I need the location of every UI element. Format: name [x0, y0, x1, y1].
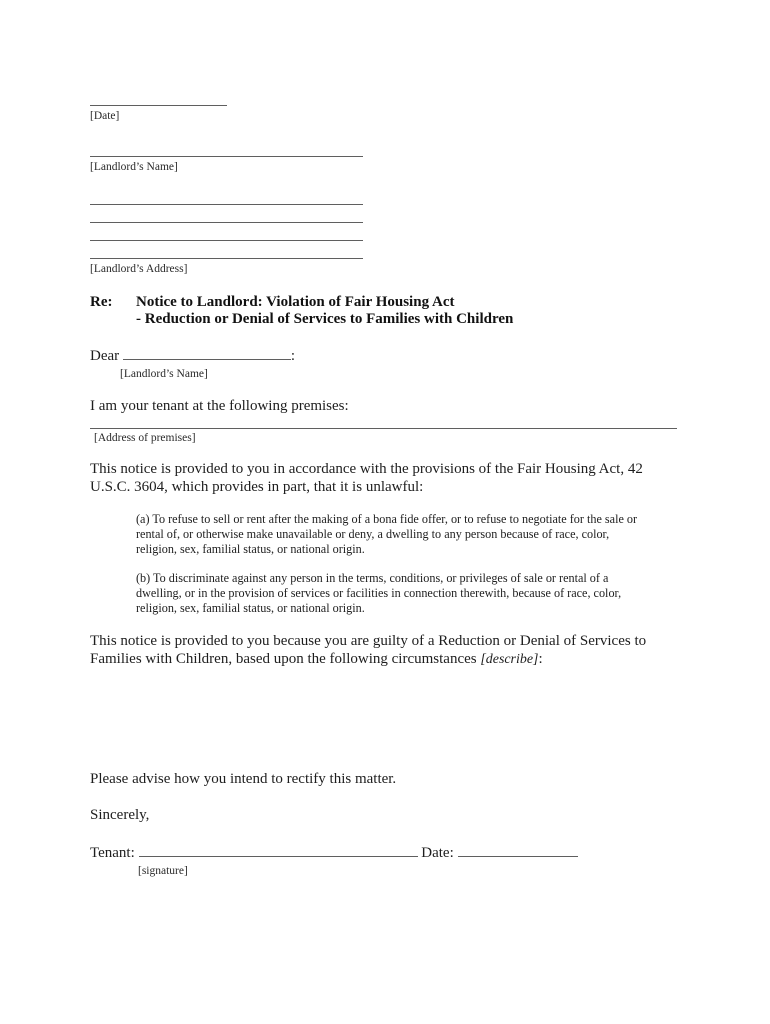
premises-intro: I am your tenant at the following premises: [90, 397, 349, 414]
statute-clause-a-line: rental of, or otherwise make unavailable or deny, a dwelling to any person because of race, color, [136, 527, 610, 541]
subject-line-1: Notice to Landlord: Violation of Fair Housing Act [136, 294, 455, 310]
salutation-colon: : [290, 348, 296, 364]
body-paragraph-2 [90, 633, 677, 668]
landlord-address-blank-line [90, 222, 363, 223]
body-paragraph-1-line: This notice is provided to you in accordance with the provisions of the Fair Housing Act, 42 [90, 461, 643, 477]
landlord-name-placeholder-label: [Landlord’s Name] [90, 161, 178, 173]
salutation-line [90, 345, 677, 366]
statute-clause-a [136, 512, 677, 557]
salutation-placeholder-label: [Landlord’s Name] [120, 367, 208, 380]
body-paragraph-1-line: U.S.C. 3604, which provides in part, that it is unlawful: [90, 478, 424, 495]
signature-placeholder-label: [signature] [138, 864, 188, 877]
body-paragraph-2-line-2 [90, 651, 677, 669]
statute-clause-a-line: religion, sex, familial status, or national origin. [136, 542, 365, 556]
subject-prefix: Re: [90, 294, 113, 310]
subject-block [90, 294, 677, 328]
signature-row [90, 842, 677, 863]
salutation-blank-line [123, 345, 291, 360]
landlord-address-blank-line [90, 204, 363, 205]
sincerely-line: Sincerely, [90, 806, 150, 823]
rectify-request-line: Please advise how you intend to rectify this matter. [90, 771, 397, 787]
date-blank-line [90, 105, 227, 106]
statute-clause-a-line: (a) To refuse to sell or rent after the making of a bona fide offer, or to refuse to negotiate for the sale or [136, 512, 638, 526]
tenant-signature-blank-line [139, 842, 418, 857]
body-paragraph-2-colon: : [538, 650, 543, 667]
date-placeholder-label: [Date] [90, 110, 120, 122]
subject-line-2: - Reduction or Denial of Services to Families with Children [136, 311, 514, 327]
letter-content [90, 0, 677, 878]
landlord-address-blank-line [90, 258, 363, 259]
describe-placeholder: [describe] [480, 651, 539, 667]
landlord-name-blank-line [90, 156, 363, 157]
statute-clause-b-line: (b) To discriminate against any person in the terms, conditions, or privileges of sale or rental of a [136, 571, 609, 585]
statute-clause-b [136, 571, 677, 616]
body-paragraph-1 [90, 461, 677, 496]
premises-blank-line [90, 428, 677, 429]
statute-clause-b-line: religion, sex, familial status, or national origin. [136, 601, 365, 615]
body-paragraph-2-line-1: This notice is provided to you because you are guilty of a Reduction or Denial of Services to [90, 633, 647, 649]
tenant-label: Tenant: [90, 845, 135, 861]
subject-lines [136, 294, 513, 328]
signature-date-blank-line [458, 842, 578, 857]
statute-clause-b-line: dwelling, or in the provision of services or facilities in connection therewith, because of race, color, [136, 586, 622, 600]
salutation-prefix: Dear [90, 348, 120, 364]
body-paragraph-2-text: Families with Children, based upon the following circumstances [90, 650, 481, 667]
landlord-address-placeholder-label: [Landlord’s Address] [90, 263, 188, 275]
landlord-address-blank-line [90, 240, 363, 241]
premises-placeholder-label: [Address of premises] [94, 432, 196, 444]
signature-date-label: Date: [421, 845, 454, 861]
